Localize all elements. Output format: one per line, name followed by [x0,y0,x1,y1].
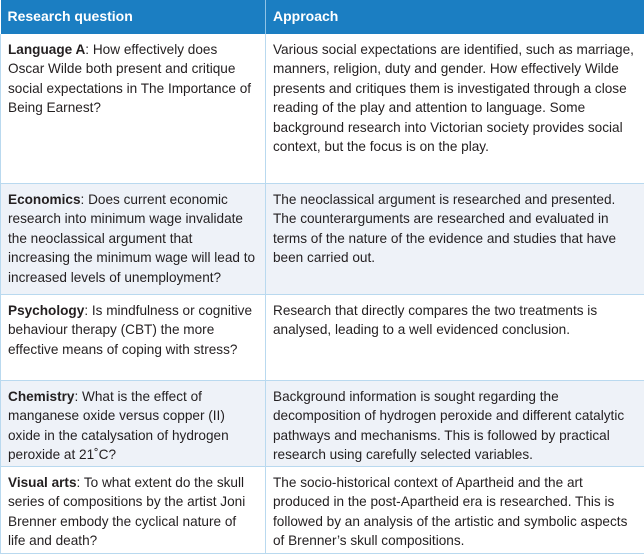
subject-label: Language A [8,42,86,57]
column-header-approach: Approach [266,0,644,34]
question-text: : To what extent do the skull series of compositions by the artist Joni Brenner embody the cyclical nature of life and death? [8,475,246,549]
approach-cell: Research that directly compares the two treatments is analysed, leading to a well evidenced conclusion. [266,295,644,381]
question-text: : What is the effect of manganese oxide versus copper (II) oxide in the catalysation of hydrogen peroxide at 21˚C? [8,389,229,463]
table-row [1,295,644,381]
subject-label: Psychology [8,303,85,318]
subject-label: Visual arts [8,475,77,490]
research-question-cell [1,467,266,554]
research-question-cell [1,295,266,381]
subject-label: Economics [8,192,81,207]
approach-cell: The neoclassical argument is researched and presented. The counterarguments are researched and evaluated in terms of the nature of the evidence and studies that have been carried out. [266,184,644,295]
question-text: : Is mindfulness or cognitive behaviour therapy (CBT) the more effective means of coping with stress? [8,303,253,357]
research-question-cell [1,381,266,467]
research-question-cell [1,184,266,295]
approach-cell: Various social expectations are identified, such as marriage, manners, religion, duty and gender. How effectively Wilde presents and critiques them is investigated through a close reading of the play and attention to language. Some background research into Victorian society provides social context, but the focus is on the play. [266,34,644,184]
table-row [1,184,644,295]
table-row [1,467,644,554]
research-question-cell [1,34,266,184]
subject-label: Chemistry [8,389,75,404]
table-row [1,381,644,467]
question-text: : Does current economic research into minimum wage invalidate the neoclassical argument that increasing the minimum wage will lead to increased levels of unemployment? [8,192,256,285]
approach-cell: Background information is sought regarding the decomposition of hydrogen peroxide and different catalytic pathways and mechanisms. This is followed by practical research using carefully selected variables. [266,381,644,467]
table-row [1,34,644,184]
column-header-research-question: Research question [1,0,266,34]
table-header-row [1,0,644,34]
question-text: : How effectively does Oscar Wilde both present and critique social expectations in The Importance of Being Earnest? [8,42,252,116]
approach-cell: The socio-historical context of Apartheid and the art produced in the post-Apartheid era is researched. This is followed by an analysis of the artistic and symbolic aspects of Brenner’s skull compositions. [266,467,644,554]
